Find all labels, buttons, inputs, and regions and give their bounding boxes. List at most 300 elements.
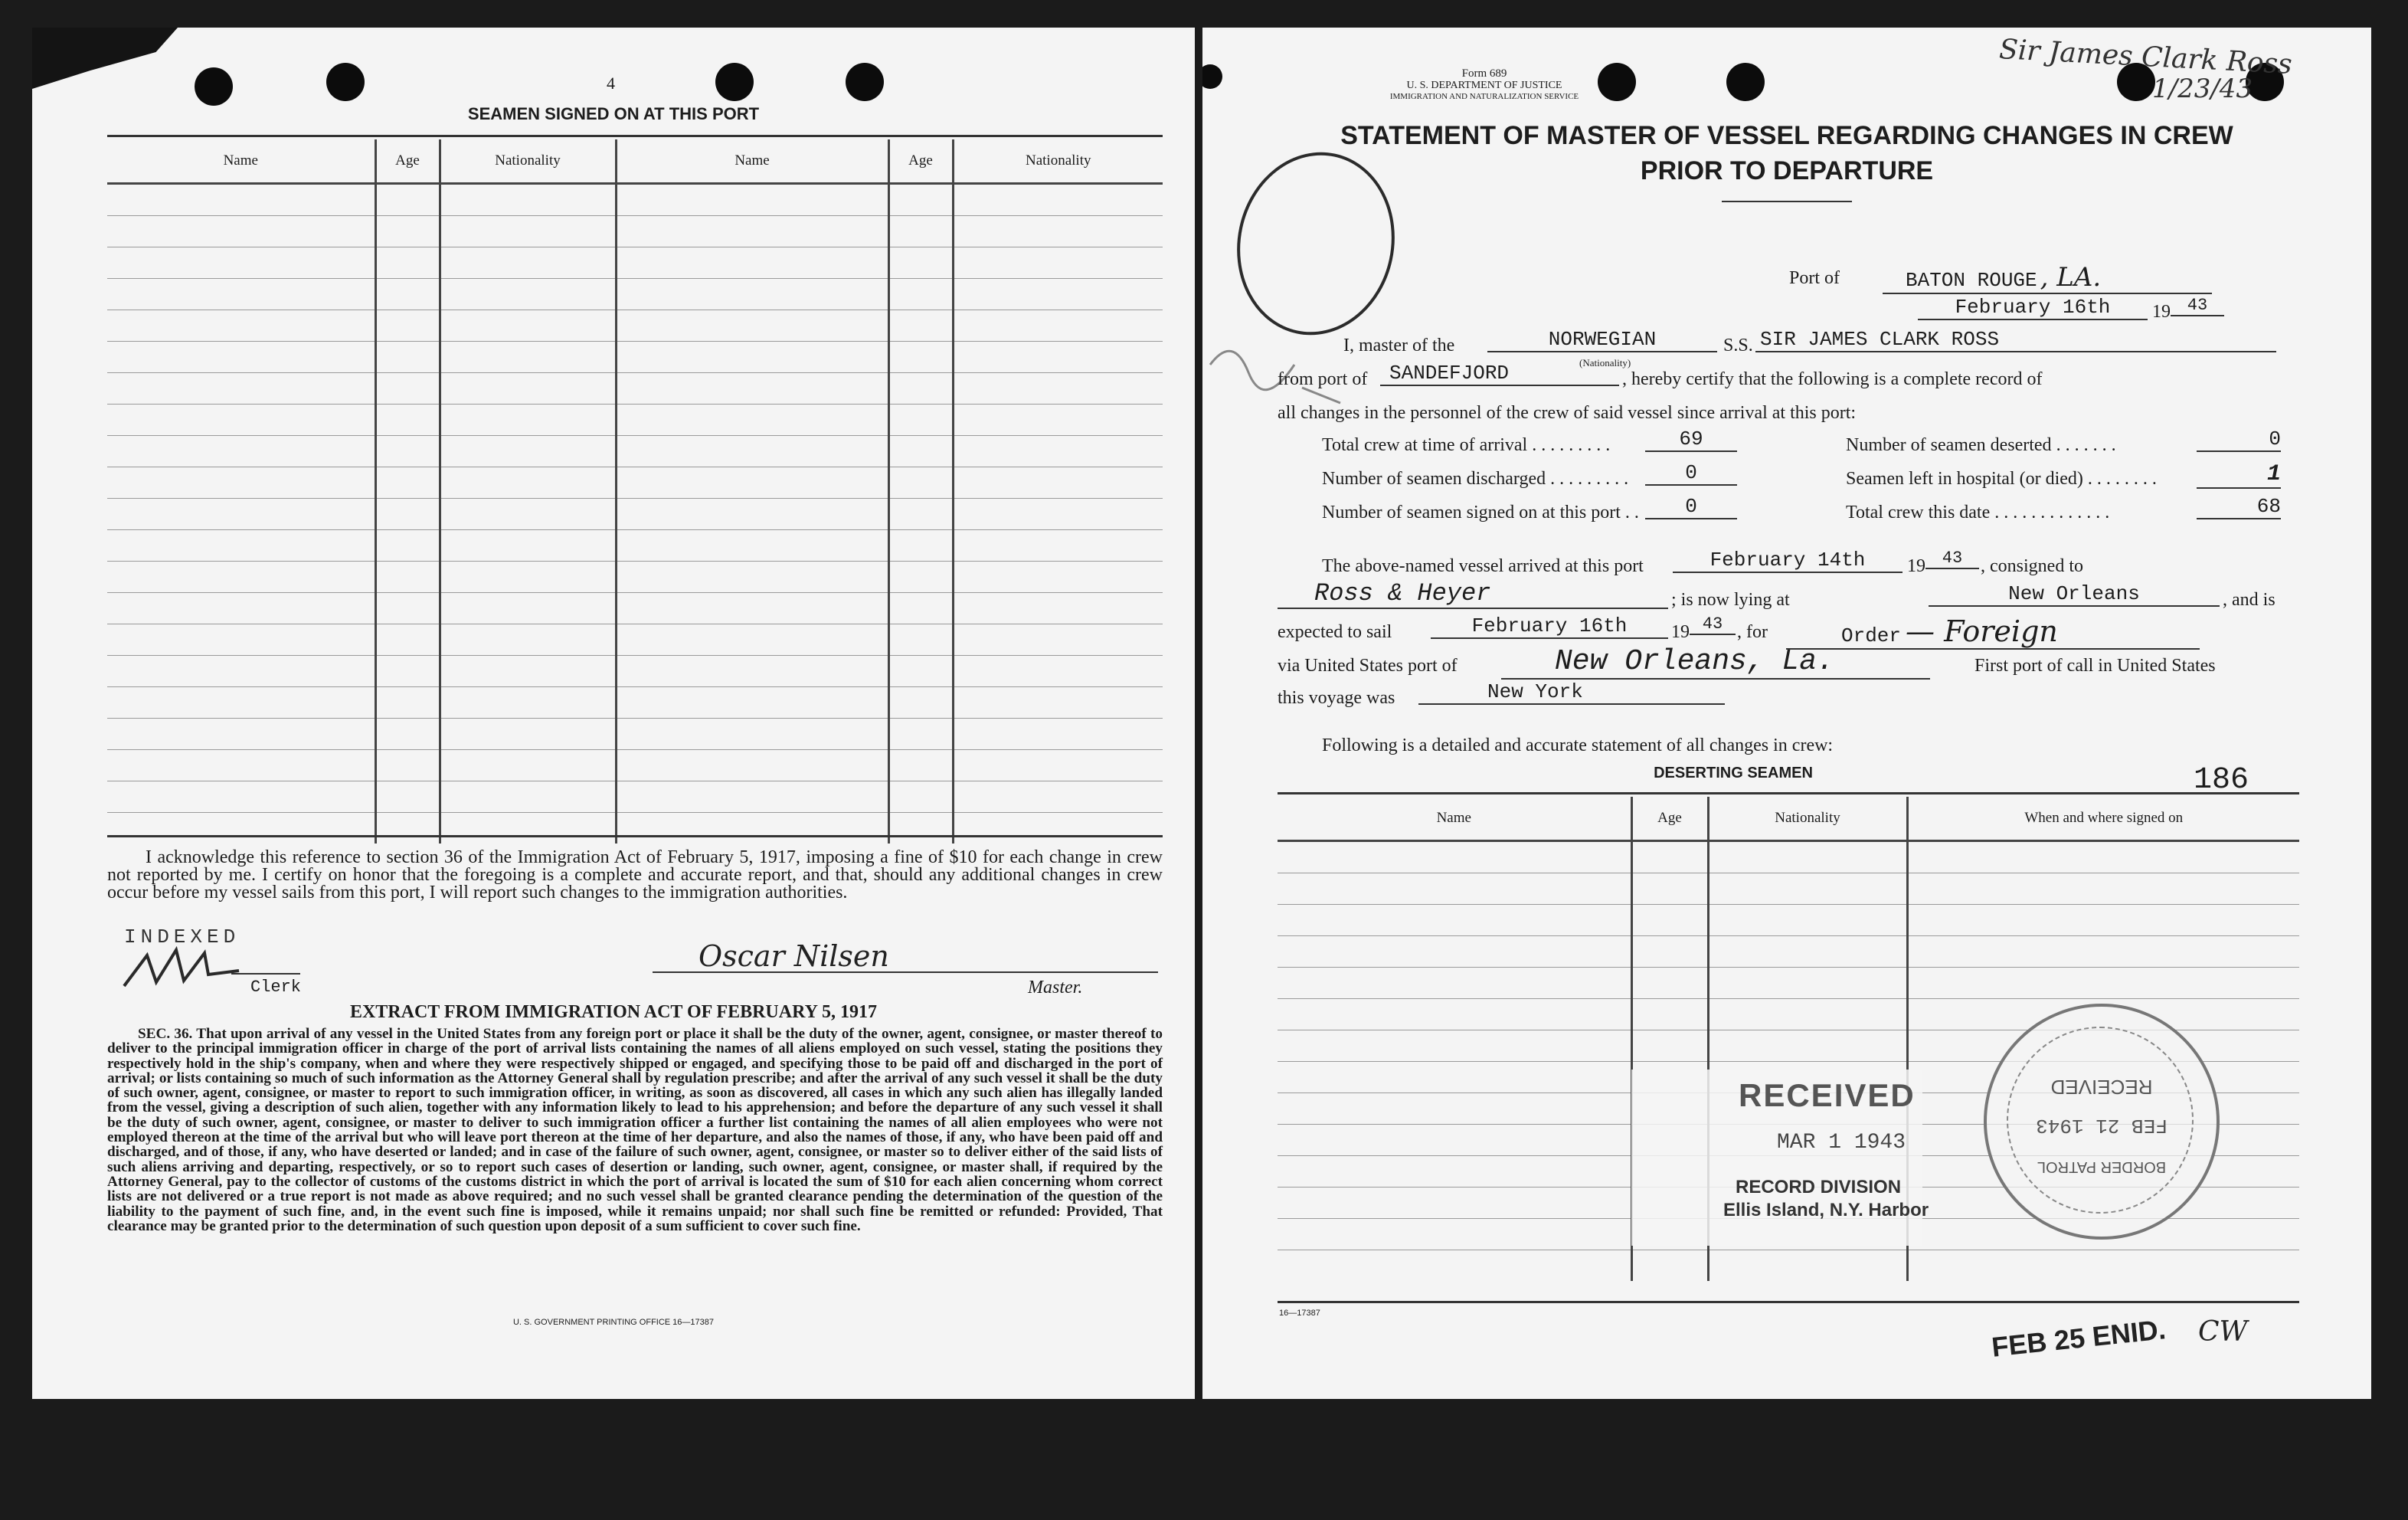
table-cell [375, 405, 440, 436]
table-cell [888, 624, 953, 656]
title-underline [1722, 201, 1852, 202]
table-cell [616, 593, 888, 624]
table-cell [616, 719, 888, 750]
master-signature: Oscar Nilsen [699, 939, 889, 973]
nationality-field: NORWEGIAN [1487, 328, 1717, 352]
stat-total-row: Total crew this date . . . . . . . . . . . . . [1846, 503, 2110, 522]
arrived-label: The above-named vessel arrived at this port [1322, 556, 1644, 576]
table-cell [1278, 1188, 1631, 1219]
round-stamp-text: RECEIVED [2050, 1076, 2153, 1099]
table-cell [375, 184, 440, 216]
table-cell [440, 216, 616, 247]
master-line [653, 971, 1158, 973]
round-stamp-unit: BORDER PATROL [2037, 1158, 2167, 1175]
table-cell [107, 624, 375, 656]
table-cell [616, 562, 888, 593]
master-label: Master. [1028, 978, 1083, 998]
table-top-rule [107, 135, 1163, 137]
table-row [107, 719, 1163, 750]
stat-label: Number of seamen deserted [1846, 435, 2052, 455]
table-cell [375, 813, 440, 844]
table-cell [953, 247, 1163, 279]
table-cell [888, 342, 953, 373]
table-cell [888, 279, 953, 310]
table-cell [1907, 841, 2299, 873]
vessel-name-field: SIR JAMES CLARK ROSS [1755, 328, 2276, 352]
date-field: February 16th [1918, 296, 2148, 320]
table-bottom-rule [1278, 1301, 2299, 1303]
table-cell [616, 687, 888, 719]
master-of-label: I, master of the [1343, 336, 1455, 355]
table-cell [440, 499, 616, 530]
table-cell [616, 373, 888, 405]
table-cell [107, 342, 375, 373]
table-cell [888, 405, 953, 436]
table-cell [888, 247, 953, 279]
consignee-field: Ross & Heyer [1278, 579, 1668, 609]
table-cell [1631, 999, 1708, 1030]
table-cell [440, 719, 616, 750]
table-cell [107, 247, 375, 279]
column-header: Name [1278, 797, 1631, 841]
form-number: Form 689 [1461, 67, 1507, 80]
table-cell [1278, 968, 1631, 999]
table-cell [107, 530, 375, 562]
table-cell [953, 530, 1163, 562]
table-cell [1631, 1030, 1708, 1062]
table-top-rule [1278, 792, 2299, 794]
table-bottom-rule [107, 835, 1163, 837]
table-cell [440, 405, 616, 436]
year-prefix: 19 [1907, 556, 1925, 576]
table-cell [953, 687, 1163, 719]
table-cell [1708, 936, 1907, 968]
from-port-field: SANDEFJORD [1380, 362, 1619, 386]
table-row [107, 310, 1163, 342]
table-cell [1907, 1250, 2299, 1282]
table-cell [616, 279, 888, 310]
left-page [32, 28, 1195, 1399]
table-row [107, 279, 1163, 310]
torn-corner [32, 28, 178, 89]
column-header: Age [1631, 797, 1708, 841]
table-cell [107, 436, 375, 467]
table-row [107, 405, 1163, 436]
table-row [107, 467, 1163, 499]
first-port-label: First port of call in United States [1974, 656, 2216, 676]
round-stamp-date: FEB 21 1943 [2036, 1114, 2168, 1137]
lying-label: ; is now lying at [1671, 590, 1790, 610]
stat-value: 69 [1645, 428, 1737, 452]
table-cell [107, 184, 375, 216]
table-cell [953, 656, 1163, 687]
table-row [107, 593, 1163, 624]
for-value: Order [1841, 624, 1902, 647]
table-cell [375, 530, 440, 562]
handwritten-date-note: 1/23/43 [2152, 74, 2253, 104]
table-cell [375, 750, 440, 781]
table-row [1278, 873, 2299, 905]
table-cell [107, 687, 375, 719]
punch-hole [326, 63, 365, 101]
table-cell [1631, 1250, 1708, 1282]
punch-hole [1726, 63, 1765, 101]
table-cell [1278, 873, 1631, 905]
ss-label: S.S. [1723, 336, 1753, 355]
stat-value: 68 [2197, 495, 2281, 519]
handwritten-initials: CW [2198, 1316, 2248, 1348]
table-cell [375, 467, 440, 499]
stat-label: Total crew this date [1846, 503, 1991, 522]
table-cell [440, 813, 616, 844]
table-cell [375, 342, 440, 373]
table-cell [953, 436, 1163, 467]
table-cell [616, 405, 888, 436]
column-header: Name [616, 139, 888, 184]
expected-label: expected to sail [1278, 622, 1392, 642]
arrived-date-field: February 14th [1673, 549, 1903, 573]
via-label: via United States port of [1278, 656, 1458, 676]
table-cell [1907, 873, 2299, 905]
table-cell [107, 499, 375, 530]
port-handwritten: , LA. [2040, 262, 2102, 293]
column-header: When and where signed on [2024, 810, 2184, 826]
table-cell [888, 499, 953, 530]
acknowledgement-text: I acknowledge this reference to section 36 of the Immigration Act of February 5, 1917, imposing a fine of $10 for each change in crew not reported by me. I certify on honor that the foregoing is a complete and accurate report, and that, should any additional changes in crew occur before my vessel sails from this port, I will report such changes to the immigration authorities. [107, 847, 1163, 902]
clerk-initials-signature [116, 944, 247, 998]
lying-field: New Orleans [1929, 582, 2220, 607]
stat-value: 0 [1645, 461, 1737, 486]
table-cell [107, 405, 375, 436]
table-cell [616, 342, 888, 373]
table-cell [375, 656, 440, 687]
table-cell [1278, 1219, 1631, 1250]
table-cell [1708, 1030, 1907, 1062]
table-cell [440, 467, 616, 499]
table-cell [616, 184, 888, 216]
stat-arrival-row: Total crew at time of arrival . . . . . . . . . [1322, 435, 1611, 455]
stat-label: Seamen left in hospital (or died) [1846, 469, 2083, 489]
column-header: Age [375, 139, 440, 184]
deserting-title: DESERTING SEAMEN [1654, 765, 1813, 781]
form-code: 16—17387 [1279, 1309, 1320, 1318]
table-row [107, 750, 1163, 781]
punch-hole [195, 67, 233, 106]
feb-25-stamp: FEB 25 ENID. [1990, 1313, 2168, 1363]
table-cell [888, 781, 953, 813]
table-cell [375, 624, 440, 656]
table-cell [888, 373, 953, 405]
table-cell [888, 562, 953, 593]
received-stamp-date: MAR 1 1943 [1777, 1131, 1906, 1155]
table-row [107, 656, 1163, 687]
table-cell [1708, 905, 1907, 936]
table-cell [375, 499, 440, 530]
table-cell [375, 279, 440, 310]
column-header: Nationality [440, 139, 616, 184]
table-cell [375, 562, 440, 593]
table-cell [953, 624, 1163, 656]
table-cell [953, 562, 1163, 593]
table-cell [1278, 936, 1631, 968]
received-stamp-division: RECORD DIVISION [1736, 1177, 1902, 1197]
table-cell [1708, 1250, 1907, 1282]
year-field: 43 [2171, 296, 2224, 316]
column-header: Age [888, 139, 953, 184]
table-cell [1907, 936, 2299, 968]
table-cell [1708, 873, 1907, 905]
stat-hospital-row: Seamen left in hospital (or died) . . . . . . . . [1846, 469, 2157, 489]
page-number: 4 [607, 74, 615, 93]
stat-label: Number of seamen discharged [1322, 469, 1546, 489]
table-cell [1631, 936, 1708, 968]
table-cell [107, 279, 375, 310]
table-row [107, 813, 1163, 844]
table-row [107, 624, 1163, 656]
table-cell [953, 216, 1163, 247]
table-cell [1631, 968, 1708, 999]
table-row [107, 216, 1163, 247]
handwritten-vessel-note: Sir James Clark Ross [1998, 34, 2293, 80]
table-cell [616, 624, 888, 656]
column-header: Nationality [1708, 797, 1907, 841]
table-cell [375, 216, 440, 247]
table-cell [1631, 905, 1708, 936]
indexed-stamp: INDEXED [124, 925, 240, 948]
stat-label: Number of seamen signed on at this port [1322, 503, 1621, 522]
table-cell [1907, 905, 2299, 936]
table-row [107, 562, 1163, 593]
table-cell [440, 373, 616, 405]
port-label: Port of [1789, 268, 1840, 288]
table-cell [616, 247, 888, 279]
table-cell [440, 436, 616, 467]
table-cell [888, 813, 953, 844]
table-cell [440, 750, 616, 781]
table-row [1278, 968, 2299, 999]
punch-hole [715, 63, 754, 101]
table-cell [375, 593, 440, 624]
table-row [107, 342, 1163, 373]
binding-hole [1202, 64, 1222, 89]
section-title: SEAMEN SIGNED ON AT THIS PORT [467, 104, 760, 123]
table-cell [107, 562, 375, 593]
table-cell [107, 781, 375, 813]
table-cell [375, 719, 440, 750]
sail-year-field: 43 [1690, 614, 1736, 635]
table-cell [616, 499, 888, 530]
nationality-caption: (Nationality) [1579, 357, 1631, 369]
sail-date-field: February 16th [1431, 614, 1668, 639]
table-cell [375, 687, 440, 719]
stat-value: 1 [2197, 461, 2281, 489]
table-cell [440, 781, 616, 813]
table-cell [107, 719, 375, 750]
table-cell [953, 813, 1163, 844]
table-cell [1708, 841, 1907, 873]
year-prefix: 19 [2152, 302, 2171, 322]
column-header: Nationality [1026, 152, 1091, 169]
serial-number: 186 [2194, 763, 2249, 798]
table-cell [953, 405, 1163, 436]
punch-hole [846, 63, 884, 101]
table-cell [107, 750, 375, 781]
table-cell [888, 656, 953, 687]
table-cell [616, 216, 888, 247]
table-row [1278, 841, 2299, 873]
extract-text: SEC. 36. That upon arrival of any vessel in the United States from any foreign port or place it shall be the duty of the owner, agent, consignee, or master thereof to deliver to the principal immigration officer in charge of the port of arrival lists containing the names of all aliens employed on such vessel, stating the positions they respectively hold in the ship's company, when and where they were respectively shipped or engaged, and specifying those to be paid off and discharged in the port of arrival; or lists containing so much of such information as the Attorney General shall by regulation prescribe; and after the arrival of any such vessel it shall be the duty of such owner, agent, consignee, or master to report to such immigration officer, in writing, as soon as discovered, all cases in which any such alien has illegally landed from the vessel, giving a description of such alien, together with any information likely to lead to his apprehension; and before the departure of any such vessel it shall be the duty of such owner, agent, consignee, or master to deliver to such immigration officer a further list containing the names of all alien employees who were not employed thereon at the time of the arrival but who will leave port thereon at the time of her departure, and also the names of those, if any, who have been paid off and discharged, and of those, if any, who have deserted or landed; and in case of the failure of such owner, agent, consignee, or master so to deliver either of the said lists of such aliens arriving and departing, respectively, or so to report such cases of desertion or landing, such owner, agent, consignee, or master shall, if required by the Attorney General, pay to the collector of customs of the customs district in which the port of arrival is located the sum of $10 for each alien concerning whom correct lists are not delivered or a true report is not made as above required; and no such vessel shall be granted clearance pending the determination of the question of the liability to the payment of such fine, and, in the event such fine is imposed, while it remains unpaid; nor shall such fine be remitted or refunded: Provided, That clearance may be granted prior to the determination of such question upon deposit of a sum sufficient to cover such fine. [107, 1026, 1163, 1234]
stat-label: Total crew at time of arrival [1322, 435, 1528, 455]
table-row [107, 436, 1163, 467]
table-cell [1278, 1030, 1631, 1062]
table-cell [440, 310, 616, 342]
table-cell [888, 467, 953, 499]
table-cell [953, 373, 1163, 405]
clerk-label: Clerk [250, 978, 302, 997]
table-cell [616, 781, 888, 813]
table-row [107, 781, 1163, 813]
table-cell [616, 530, 888, 562]
first-port-field: New York [1418, 680, 1725, 705]
table-cell [1278, 1156, 1631, 1188]
table-cell [107, 216, 375, 247]
table-cell [440, 184, 616, 216]
table-cell [440, 342, 616, 373]
table-cell [440, 562, 616, 593]
table-cell [1278, 1250, 1631, 1282]
table-cell [616, 813, 888, 844]
stat-deserted-row: Number of seamen deserted . . . . . . . [1846, 435, 2116, 455]
table-cell [953, 279, 1163, 310]
table-cell [107, 373, 375, 405]
year-prefix: 19 [1671, 622, 1690, 642]
table-cell [953, 467, 1163, 499]
extract-title: EXTRACT FROM IMMIGRATION ACT OF FEBRUARY 5, 1917 [349, 1002, 878, 1022]
table-cell [1907, 968, 2299, 999]
table-row [1278, 1250, 2299, 1282]
certify-text: , hereby certify that the following is a complete record of [1622, 369, 2043, 389]
table-row [107, 247, 1163, 279]
table-cell [953, 750, 1163, 781]
for-handwritten: — Foreign [1906, 614, 2058, 648]
table-cell [375, 781, 440, 813]
this-voyage-label: this voyage was [1278, 688, 1395, 708]
table-cell [375, 373, 440, 405]
form-title-line2: PRIOR TO DEPARTURE [1640, 156, 1934, 185]
table-cell [616, 467, 888, 499]
clerk-line [231, 973, 300, 975]
table-cell [375, 310, 440, 342]
printer-note: U. S. GOVERNMENT PRINTING OFFICE 16—17387 [512, 1318, 715, 1327]
table-cell [888, 436, 953, 467]
changes-text: all changes in the personnel of the crew of said vessel since arrival at this port: [1278, 403, 1857, 423]
table-row [107, 530, 1163, 562]
table-cell [1708, 968, 1907, 999]
via-field: New Orleans, La. [1501, 645, 1930, 680]
department: U. S. DEPARTMENT OF JUSTICE [1406, 80, 1562, 91]
table-cell [616, 310, 888, 342]
table-cell [953, 342, 1163, 373]
table-cell [953, 310, 1163, 342]
received-stamp-title: RECEIVED [1739, 1077, 1916, 1113]
table-cell [888, 687, 953, 719]
form-title-line1: STATEMENT OF MASTER OF VESSEL REGARDING CHANGES IN CREW [1340, 121, 2233, 150]
table-cell [1278, 841, 1631, 873]
table-cell [953, 184, 1163, 216]
table-cell [953, 593, 1163, 624]
border-patrol-round-stamp [1984, 1004, 2220, 1240]
table-row [107, 687, 1163, 719]
table-cell [440, 593, 616, 624]
table-cell [888, 719, 953, 750]
table-cell [953, 499, 1163, 530]
service: IMMIGRATION AND NATURALIZATION SERVICE [1389, 92, 1579, 101]
received-stamp-location: Ellis Island, N.Y. Harbor [1723, 1200, 1929, 1220]
table-cell [440, 687, 616, 719]
table-cell [1278, 905, 1631, 936]
table-row [1278, 936, 2299, 968]
port-field [1883, 262, 2212, 294]
table-cell [888, 184, 953, 216]
port-value: BATON ROUGE [1906, 269, 2037, 292]
table-cell [440, 247, 616, 279]
table-cell [1278, 1125, 1631, 1156]
table-cell [107, 656, 375, 687]
signed-on-table [107, 139, 1163, 844]
stat-discharged-row: Number of seamen discharged . . . . . . . . . [1322, 469, 1629, 489]
table-cell [1278, 999, 1631, 1030]
table-cell [375, 247, 440, 279]
table-cell [616, 656, 888, 687]
table-cell [888, 750, 953, 781]
stat-value: 0 [1645, 495, 1737, 519]
table-cell [107, 813, 375, 844]
table-cell [440, 624, 616, 656]
table-cell [616, 750, 888, 781]
table-cell [888, 216, 953, 247]
table-cell [1631, 873, 1708, 905]
table-cell [375, 436, 440, 467]
table-cell [107, 593, 375, 624]
table-row [107, 373, 1163, 405]
table-cell [953, 719, 1163, 750]
table-cell [616, 436, 888, 467]
table-row [107, 184, 1163, 216]
from-port-label: from port of [1278, 369, 1368, 389]
stat-signed-row: Number of seamen signed on at this port . . [1322, 503, 1639, 522]
table-cell [1708, 999, 1907, 1030]
and-is-label: , and is [2223, 590, 2275, 610]
table-cell [107, 310, 375, 342]
right-page [1202, 28, 2371, 1399]
arrived-year-field: 43 [1925, 549, 1979, 569]
table-cell [1631, 841, 1708, 873]
column-header: Name [107, 139, 375, 184]
following-text: Following is a detailed and accurate statement of all changes in crew: [1322, 735, 1834, 755]
table-row [1278, 905, 2299, 936]
table-cell [888, 593, 953, 624]
table-cell [440, 530, 616, 562]
stat-value: 0 [2197, 428, 2281, 452]
for-label: , for [1737, 622, 1768, 642]
table-cell [888, 310, 953, 342]
table-cell [1278, 1062, 1631, 1093]
table-row [107, 499, 1163, 530]
table-cell [440, 279, 616, 310]
consigned-label: , consigned to [1981, 556, 2083, 576]
table-cell [953, 781, 1163, 813]
table-cell [107, 467, 375, 499]
